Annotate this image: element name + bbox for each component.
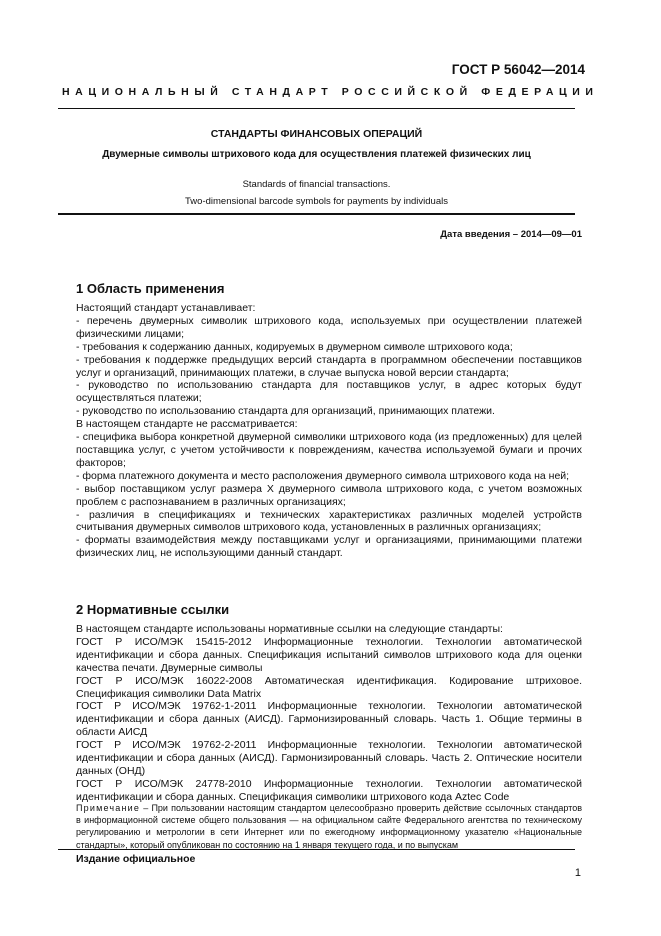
section-1-heading: 1 Область применения <box>76 281 225 296</box>
reference-item: ГОСТ Р ИСО/МЭК 16022-2008 Автоматическая идентификация. Кодирование штриховое. Спецификация символики Data Matrix <box>76 674 582 700</box>
paragraph: В настоящем стандарте не рассматривается: <box>76 418 298 431</box>
paragraph: Настоящий стандарт устанавливает: <box>76 302 256 314</box>
national-standard-banner: НАЦИОНАЛЬНЫЙ СТАНДАРТ РОССИЙСКОЙ ФЕДЕРАЦИИ <box>62 86 599 98</box>
paragraph: - форма платежного документа и место расположения двумерного символа штрихового кода на ней; <box>76 469 570 482</box>
standard-number: ГОСТ Р 56042—2014 <box>451 62 585 77</box>
introduction-date: Дата введения – 2014—09—01 <box>440 229 582 240</box>
reference-item: ГОСТ Р ИСО/МЭК 19762-2-2011 Информационные технологии. Технологии автоматической идентификации и сбора данных (АИСД). Гармонизированный словарь. Часть 2. Оптические носители данных (ОНД) <box>76 739 582 777</box>
paragraph: - руководство по использованию стандарта для поставщиков услуг, в адрес которых будут осуществляться платежи; <box>76 379 582 405</box>
english-title: Standards of financial transactions. <box>242 179 391 190</box>
reference-item: ГОСТ Р ИСО/МЭК 24778-2010 Информационные технологии. Технологии автоматической идентификации и сбора данных. Спецификация символики штрихового кода Aztec Code <box>76 777 582 803</box>
note <box>76 802 582 851</box>
footer-rule <box>58 849 575 850</box>
section-2-heading: 2 Нормативные ссылки <box>76 602 230 617</box>
page-number: 1 <box>574 867 581 879</box>
reference-item: ГОСТ Р ИСО/МЭК 19762-1-2011 Информационные технологии. Технологии автоматической идентификации и сбора данных (АИСД). Гармонизированный словарь. Часть 1. Общие термины в области АИСД <box>76 700 582 739</box>
english-subtitle: Two-dimensional barcode symbols for payments by individuals <box>185 196 448 207</box>
paragraph: - перечень двумерных символик штрихового кода, используемых при осуществлении платежей физическими лицами; <box>76 314 582 340</box>
paragraph: - форматы взаимодействия между поставщиками услуг и организациями, принимающими платежи физических лиц, не использующими данный стандарт. <box>76 534 582 560</box>
note-text: – При пользовании настоящим стандартом целесообразно проверить действие ссылочных стандартов в информационной системе общего пользования — на официальном сайте Федерального агентства по техническому регулированию и метрологии в сети Интернет или по ежегодному информационному указателю «Национальные стандарты», который опубликован по состоянию на 1 января текущего года, и по выпускам <box>76 803 582 850</box>
paragraph: - различия в спецификациях и технических характеристиках различных моделей устройств считывания двумерных символов штрихового кода, установленных в различных организациях; <box>76 508 582 534</box>
section-1-body <box>76 302 582 560</box>
document-title: СТАНДАРТЫ ФИНАНСОВЫХ ОПЕРАЦИЙ <box>210 128 423 140</box>
section-2-body <box>76 623 582 804</box>
document-subtitle: Двумерные символы штрихового кода для осуществления платежей физических лиц <box>102 149 531 160</box>
paragraph: В настоящем стандарте использованы нормативные ссылки на следующие стандарты: <box>76 623 503 635</box>
note-label: Примечание <box>76 803 141 813</box>
paragraph: - специфика выбора конкретной двумерной символики штрихового кода (из предложенных) для целей поставщика услуг, с учетом устойчивости к повреждениям, качества используемой бумаги и прочих факторов; <box>76 431 582 469</box>
official-edition-label: Издание официальное <box>76 853 196 865</box>
paragraph: - руководство по использованию стандарта для организаций, принимающих платежи. <box>76 405 495 418</box>
paragraph: - требования к поддержке предыдущих версий стандарта в программном обеспечении поставщиков услуг и организаций, принимающих платежи, в случае выпуска новой версии стандарта; <box>76 353 582 379</box>
paragraph: - выбор поставщиком услуг размера X двумерного символа штрихового кода, с учетом возможных проблем с распознаванием в различных организациях; <box>76 482 582 508</box>
header-rule <box>58 108 575 109</box>
paragraph: - требования к содержанию данных, кодируемых в двумерном символе штрихового кода; <box>76 340 513 353</box>
reference-item: ГОСТ Р ИСО/МЭК 15415-2012 Информационные технологии. Технологии автоматической идентификации и сбора данных. Спецификация испытаний символов штрихового кода для оценки качества печати. Двумерные символы <box>76 635 582 674</box>
title-rule <box>58 213 575 215</box>
